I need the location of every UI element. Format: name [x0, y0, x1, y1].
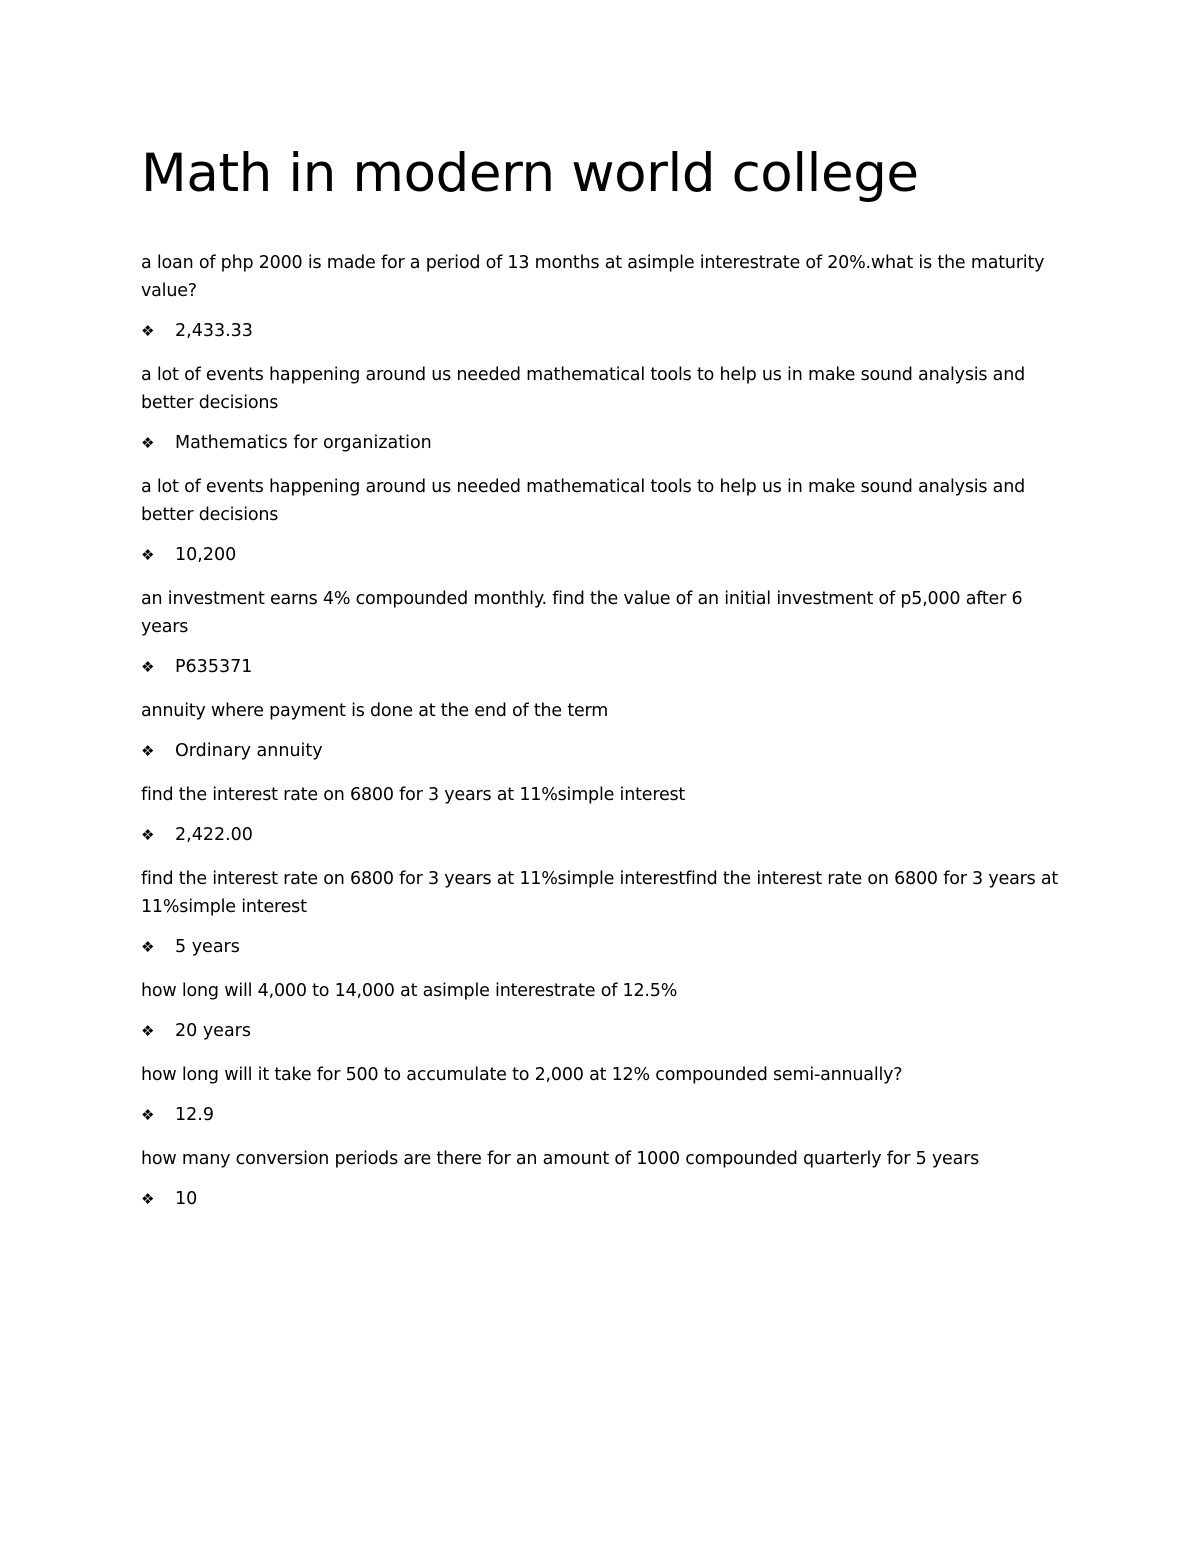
diamond-ornament-icon: ❖ [141, 742, 155, 760]
answer-item [141, 933, 1061, 961]
question-text: a lot of events happening around us needed mathematical tools to help us in make sound analysis and better decisions [141, 477, 1025, 525]
diamond-ornament-icon: ❖ [141, 826, 155, 844]
answer-text: P635371 [175, 657, 253, 677]
diamond-ornament-icon: ❖ [141, 322, 155, 340]
question-text: find the interest rate on 6800 for 3 years at 11%simple interest [141, 785, 686, 805]
question-text: an investment earns 4% compounded monthly. find the value of an initial investment of p5,000 after 6 years [141, 589, 1023, 637]
question-text: a lot of events happening around us needed mathematical tools to help us in make sound analysis and better decisions [141, 365, 1025, 413]
diamond-ornament-icon: ❖ [141, 546, 155, 564]
diamond-ornament-icon: ❖ [141, 658, 155, 676]
answer-item [141, 429, 1061, 457]
answer-item [141, 541, 1061, 569]
question-text: how long will 4,000 to 14,000 at asimple interestrate of 12.5% [141, 981, 678, 1001]
question-text: annuity where payment is done at the end of the term [141, 701, 609, 721]
diamond-ornament-icon: ❖ [141, 434, 155, 452]
answer-text: 2,422.00 [175, 825, 253, 845]
diamond-ornament-icon: ❖ [141, 938, 155, 956]
page-title: Math in modern world college [141, 143, 919, 204]
answer-text: 2,433.33 [175, 321, 253, 341]
answer-item [141, 737, 1061, 765]
diamond-ornament-icon: ❖ [141, 1022, 155, 1040]
question-text: find the interest rate on 6800 for 3 years at 11%simple interestfind the interest rate on 6800 for 3 years at 11%simple interest [141, 869, 1059, 917]
diamond-ornament-icon: ❖ [141, 1106, 155, 1124]
answer-text: 12.9 [175, 1105, 214, 1125]
answer-item [141, 821, 1061, 849]
answer-text: 5 years [175, 937, 240, 957]
answer-item [141, 317, 1061, 345]
answer-item [141, 1101, 1061, 1129]
question-answer-list [141, 249, 1061, 1229]
answer-item [141, 653, 1061, 681]
answer-item [141, 1185, 1061, 1213]
answer-text: 10,200 [175, 545, 237, 565]
answer-text: Ordinary annuity [175, 741, 323, 761]
diamond-ornament-icon: ❖ [141, 1190, 155, 1208]
question-text: how many conversion periods are there for an amount of 1000 compounded quarterly for 5 years [141, 1149, 980, 1169]
answer-text: Mathematics for organization [175, 433, 432, 453]
question-text: how long will it take for 500 to accumulate to 2,000 at 12% compounded semi-annually? [141, 1065, 903, 1085]
answer-text: 10 [175, 1189, 198, 1209]
answer-text: 20 years [175, 1021, 251, 1041]
answer-item [141, 1017, 1061, 1045]
question-text: a loan of php 2000 is made for a period of 13 months at asimple interestrate of 20%.what is the maturity value? [141, 253, 1045, 301]
